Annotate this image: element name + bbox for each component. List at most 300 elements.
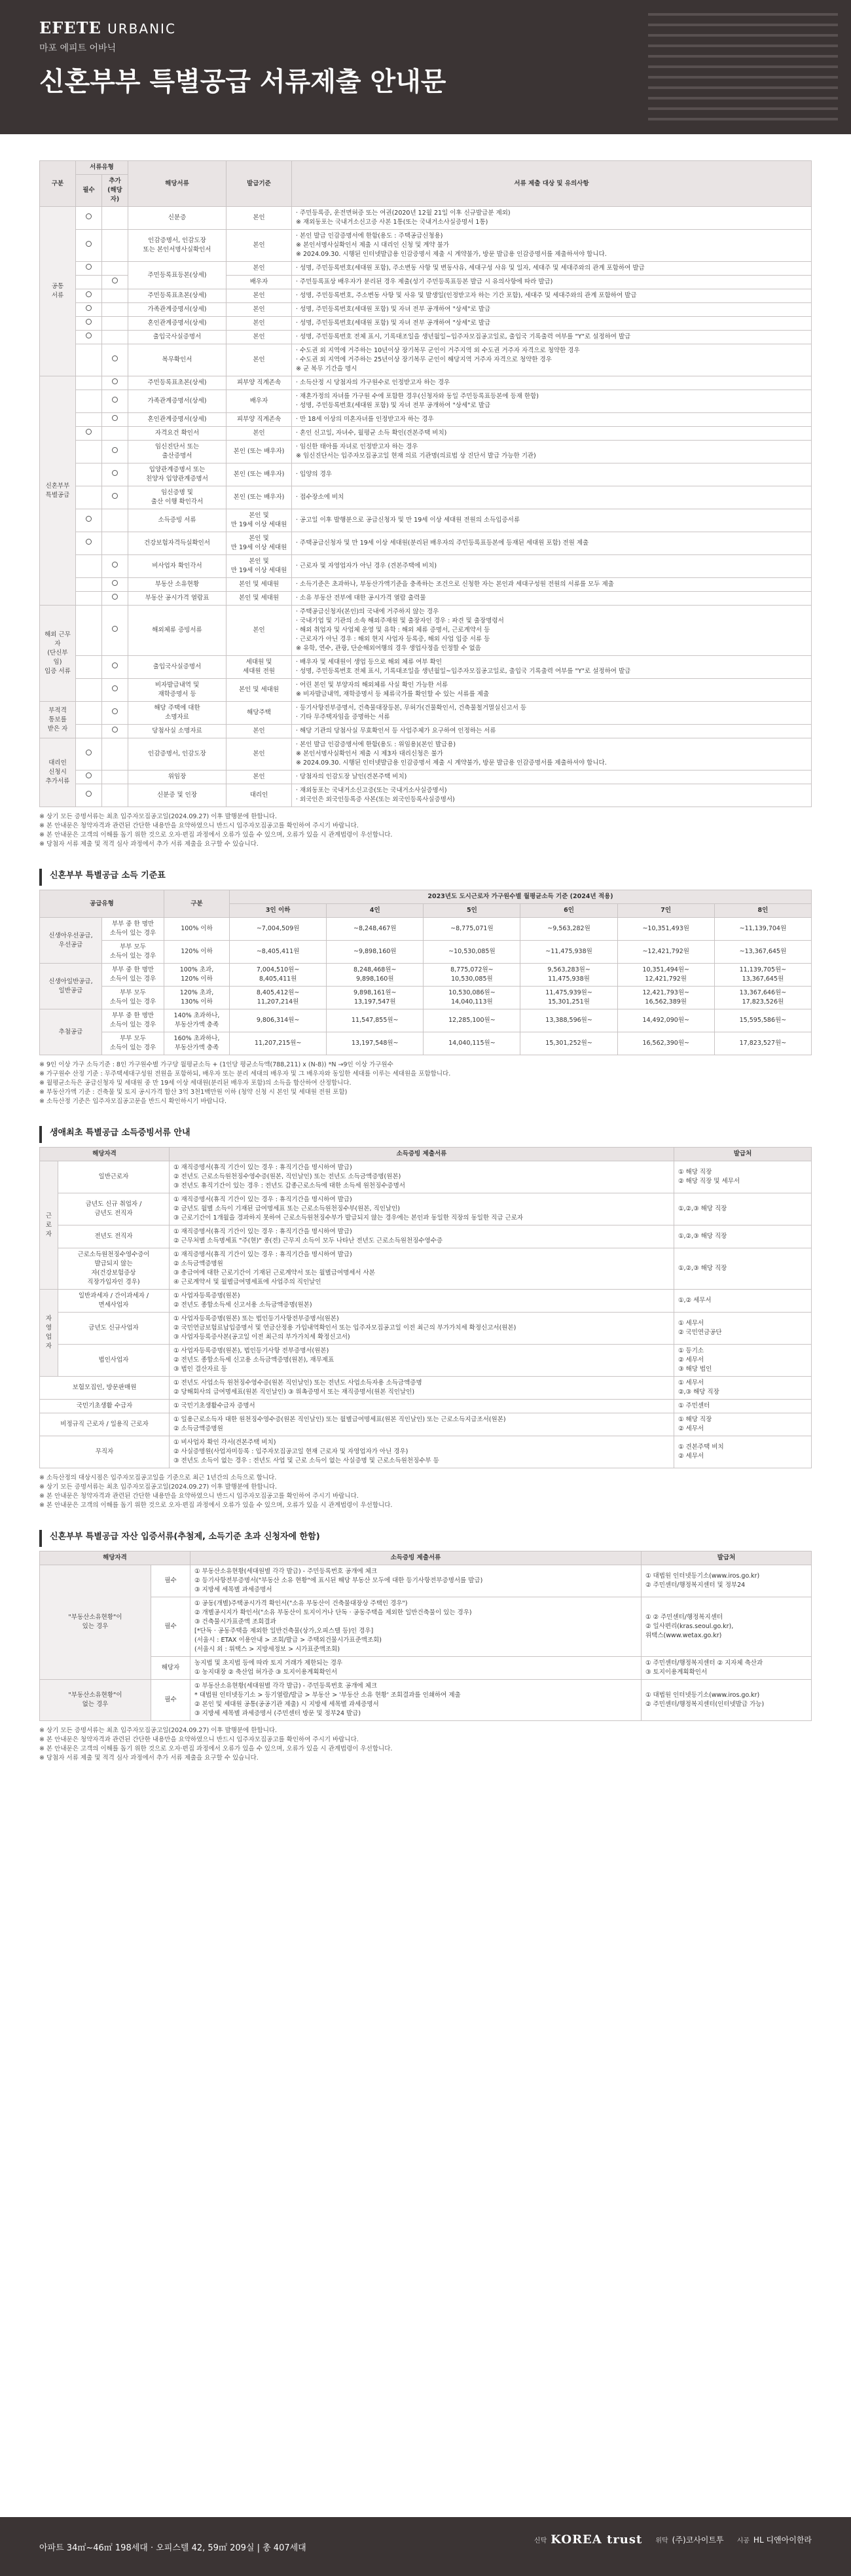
proof-notes bbox=[39, 1474, 812, 1510]
additional-circle-icon bbox=[112, 580, 118, 586]
additional-cell bbox=[102, 303, 128, 317]
proof-qualification: 금년도 신규 취업자 / 금년도 전직자 bbox=[58, 1193, 170, 1225]
docs-group-proxy: 대리인 신청시 추가서류 bbox=[40, 738, 76, 807]
th-household-0: 3인 이하 bbox=[230, 904, 327, 918]
income-sub: 부부 중 한 명만 소득이 있는 경우 bbox=[102, 1009, 164, 1032]
doc-issuer: 본인 (또는 배우자) bbox=[226, 441, 292, 463]
required-circle-icon bbox=[86, 429, 92, 435]
income-value: 10,530,086원~ 14,040,113원 bbox=[424, 987, 520, 1009]
income-table bbox=[39, 890, 812, 1055]
income-value: ~9,563,282원 bbox=[520, 918, 617, 941]
additional-circle-icon bbox=[112, 470, 118, 476]
doc-note: · 재혼가정의 자녀를 가구원 수에 포함한 경우(신청자와 동일 주민등록표등본에 등재 한함) · 성명, 주민등록번호(세대원 포함) 및 자녀 전부 공개하여 "상세"로 발급 bbox=[292, 390, 812, 413]
additional-cell bbox=[102, 555, 128, 578]
doc-name: 부동산 공시가격 열람표 bbox=[128, 592, 226, 606]
required-circle-icon bbox=[86, 291, 92, 297]
proof-qualification: 무직자 bbox=[40, 1436, 170, 1468]
required-cell bbox=[76, 262, 102, 276]
doc-note: · 주택공급신청자(본인)의 국내에 거주하지 않는 경우 · 국내기업 및 기관의 소속 해외주재원 및 출장자인 경우 : 파견 및 출장명령서 · 해외 취업자 및 사업체 운영 및 유학 : 해외 체류 증명서, 근로계약서 등 · 근로자가 아닌 경우 : 해외 현지 사업자 등록증, 해외 사업 입증 서류 등 ※ 유학, 연수, 관광, 단순해외여행의 경우 생업사정을 인정할 수 없음 bbox=[292, 606, 812, 656]
proof-issuer: ① 세무서 ② 국민연금공단 bbox=[674, 1313, 812, 1345]
doc-name: 혼인관계증명서(상세) bbox=[128, 413, 226, 427]
additional-cell bbox=[102, 578, 128, 592]
doc-issuer: 본인 bbox=[226, 738, 292, 771]
doc-note: · 수도권 외 지역에 거주하는 10년이상 장기복무 군인이 거주지역 외 수도권 거주자 자격으로 청약한 경우 · 수도권 외 지역에 거주하는 25년이상 장기복무 군인이 해당지역 거주자 자격으로 청약한 경우 ※ 군 복무 기간을 명시 bbox=[292, 344, 812, 376]
asset-issuer: ① ② 주민센터/행정복지센터 ② 일사편리(kras.seoul.go.kr), 위택스(www.wetax.go.kr) bbox=[642, 1597, 812, 1657]
th-required: 필수 bbox=[76, 175, 102, 207]
doc-name: 비사업자 확인각서 bbox=[128, 555, 226, 578]
income-group: 신생아일반공급, 일반공급 bbox=[40, 964, 102, 1009]
additional-cell bbox=[102, 413, 128, 427]
required-cell bbox=[76, 207, 102, 230]
doc-issuer: 본인 bbox=[226, 331, 292, 344]
doc-name: 가족관계증명서(상세) bbox=[128, 303, 226, 317]
proof-row bbox=[40, 1193, 812, 1225]
asset-group-none: "부동산소유현황"이 없는 경우 bbox=[40, 1680, 151, 1721]
additional-circle-icon bbox=[112, 378, 118, 384]
doc-name: 주민등록표초본(상세) bbox=[128, 376, 226, 390]
builder-name: HL 디앤아이한라 bbox=[753, 2535, 812, 2545]
income-pct: 140% 초과하나, 부동산가액 충족 bbox=[164, 1009, 230, 1032]
docs-section bbox=[39, 160, 812, 849]
asset-docs: 농지법 및 초지법 등에 따라 토지 거래가 제한되는 경우 ① 농지대장 ② 축산업 허가증 ③ 토지이용계획확인서 bbox=[190, 1657, 642, 1680]
th-household-4: 7인 bbox=[617, 904, 714, 918]
doc-note: · 만 18세 이상의 미혼자녀를 인정받고자 하는 경우 bbox=[292, 413, 812, 427]
income-value: 8,775,072원~ 10,530,085원 bbox=[424, 964, 520, 987]
required-circle-icon bbox=[86, 319, 92, 325]
doc-name: 해당 주택에 대한 소명자료 bbox=[128, 702, 226, 725]
proof-qualification: 전년도 전직자 bbox=[58, 1225, 170, 1248]
proof-table bbox=[39, 1147, 812, 1468]
doc-note: · 주민등록표상 배우자가 분리된 경우 제출(성기 주민등록표등본 발급 시 유의사항에 따라 발급) bbox=[292, 276, 812, 289]
additional-cell bbox=[102, 289, 128, 303]
asset-row bbox=[40, 1565, 812, 1597]
brand-sub: URBANIC bbox=[107, 21, 176, 37]
agent-logo bbox=[655, 2534, 723, 2545]
additional-cell bbox=[102, 738, 128, 771]
income-value: 16,562,390원~ bbox=[617, 1032, 714, 1055]
proof-docs: ① 사업자등록증명(원본), 법인등기사항 전부증명서(원본) ② 전년도 종합소득세 신고용 소득금액증명(원본), 재무제표 ③ 법인 결산자료 등 bbox=[170, 1345, 674, 1377]
income-row bbox=[40, 987, 812, 1009]
required-cell bbox=[76, 771, 102, 784]
income-note-line: ※ 소득산정 기준은 입주자모집공고문을 반드시 확인하시기 바랍니다. bbox=[39, 1098, 227, 1105]
required-cell bbox=[76, 606, 102, 656]
doc-name: 위임장 bbox=[128, 771, 226, 784]
th-category: 구분 bbox=[40, 161, 76, 207]
brand-main: EFETE bbox=[39, 18, 101, 37]
proof-group-worker: 근 로 자 bbox=[40, 1161, 58, 1290]
income-value: 12,285,100원~ bbox=[424, 1009, 520, 1032]
proof-docs: ① 사업자등록증명(원본) 또는 법인등기사항전부증명서(원본) ② 국민연금보험료납입증명서 및 연금산정용 가입내역확인서 또는 입주자모집공고일 이전 최근의 부가가치세 확정신고서(원본) ③ 사업자등록증사본(공고일 이전 최근의 부가가치세 확정신고서) bbox=[170, 1313, 674, 1345]
additional-cell bbox=[102, 509, 128, 532]
proof-issuer: ① 세무서 ②,③ 해당 직장 bbox=[674, 1377, 812, 1400]
docs-row bbox=[40, 331, 812, 344]
additional-circle-icon bbox=[112, 708, 118, 714]
additional-circle-icon bbox=[112, 397, 118, 403]
required-circle-icon bbox=[86, 264, 92, 270]
income-value: 15,301,252원~ bbox=[520, 1032, 617, 1055]
doc-note: · 해당 기관의 당첨사실 무효확인서 등 사업주체가 요구하여 인정하는 서류 bbox=[292, 725, 812, 738]
builder-logo bbox=[737, 2534, 812, 2545]
docs-row bbox=[40, 725, 812, 738]
doc-issuer: 본인 bbox=[226, 262, 292, 276]
docs-row bbox=[40, 317, 812, 331]
doc-note: · 공고일 이후 발행분으로 공급신청자 및 만 19세 이상 세대원 전원의 소득입증서류 bbox=[292, 509, 812, 532]
additional-cell bbox=[102, 230, 128, 262]
docs-row bbox=[40, 376, 812, 390]
income-pct: 100% 초과, 120% 이하 bbox=[164, 964, 230, 987]
required-circle-icon bbox=[86, 213, 92, 219]
additional-cell bbox=[102, 532, 128, 555]
docs-row bbox=[40, 679, 812, 702]
footer-info: 아파트 34㎡~46㎡ 198세대 · 오피스텔 42, 59㎡ 209실 | 총 407세대 bbox=[39, 2543, 306, 2553]
docs-row bbox=[40, 344, 812, 376]
income-row bbox=[40, 1009, 812, 1032]
doc-issuer: 본인 bbox=[226, 303, 292, 317]
doc-note: · 소득산정 시 당첨자의 가구원수로 인정받고자 하는 경우 bbox=[292, 376, 812, 390]
hero-header bbox=[0, 0, 851, 134]
income-value: 10,351,494원~ 12,421,792원 bbox=[617, 964, 714, 987]
proof-docs: ① 재직증명서(휴직 기간이 있는 경우 : 휴직기간을 명시하여 발급) ② 금년도 월별 소득이 기재된 급여명세표 또는 근로소득원천징수부(원본, 직인날인) ③ 근로기간이 1개월을 경과하지 못하여 근로소득원천징수부가 발급되지 않는 경우에는 본인과 동일한 직장의 동일한 직급 근로자 bbox=[170, 1193, 674, 1225]
required-cell bbox=[76, 532, 102, 555]
proof-row bbox=[40, 1161, 812, 1193]
additional-cell bbox=[102, 771, 128, 784]
additional-circle-icon bbox=[112, 626, 118, 632]
th-issuer: 발급기준 bbox=[226, 161, 292, 207]
doc-issuer: 본인 (또는 배우자) bbox=[226, 463, 292, 486]
proof-docs: ① 재직증명서(휴직 기간이 있는 경우 : 휴직기간을 명시하여 발급) ② 근무처별 소득명세표 "주(현)" 종(전) 근무지 소득이 모두 나타난 전년도 근로소득원천징수영수증 bbox=[170, 1225, 674, 1248]
income-value: ~8,405,411원 bbox=[230, 941, 327, 964]
additional-cell bbox=[102, 376, 128, 390]
doc-issuer: 본인 bbox=[226, 317, 292, 331]
additional-circle-icon bbox=[112, 355, 118, 361]
docs-group-newlywed: 신혼부부 특별공급 bbox=[40, 376, 76, 606]
proof-qualification: 일반근로자 bbox=[58, 1161, 170, 1193]
doc-issuer: 대리인 bbox=[226, 784, 292, 807]
footer-logos bbox=[534, 2533, 812, 2547]
proof-issuer: ① 등기소 ② 세무서 ③ 해당 법인 bbox=[674, 1345, 812, 1377]
doc-name: 가족관계증명서(상세) bbox=[128, 390, 226, 413]
asset-note-line: ※ 당첨자 서류 제출 및 적격 심사 과정에서 추가 서류 제출을 요구할 수 있습니다. bbox=[39, 1754, 259, 1762]
required-cell bbox=[76, 555, 102, 578]
doc-name: 건강보험자격득실확인서 bbox=[128, 532, 226, 555]
income-pct: 120% 초과, 130% 이하 bbox=[164, 987, 230, 1009]
doc-issuer: 본인 bbox=[226, 230, 292, 262]
docs-group-unregistered: 부적격 통보를 받은 자 bbox=[40, 702, 76, 738]
required-circle-icon bbox=[86, 750, 92, 755]
asset-issuer: ① 주민센터/행정복지센터 ② 지자체 축산과 ③ 토지이용계획확인서 bbox=[642, 1657, 812, 1680]
docs-table bbox=[39, 160, 812, 807]
th-asset-docs: 소득증빙 제출서류 bbox=[190, 1551, 642, 1565]
additional-cell bbox=[102, 702, 128, 725]
doc-name: 부동산 소유현황 bbox=[128, 578, 226, 592]
docs-row bbox=[40, 606, 812, 656]
docs-row bbox=[40, 441, 812, 463]
doc-note: · 재외동포는 국내거소신고증(또는 국내거소사실증명서) · 외국인은 외국인등록증 사본(또는 외국인등록사실증명서) bbox=[292, 784, 812, 807]
doc-name: 해외체류 증빙서류 bbox=[128, 606, 226, 656]
doc-note: · 성명, 주민등록번호, 주소변동 사항 및 사유 및 발생일(인정받고자 하는 기간 포함), 세대주 및 세대주와의 관계 포함하여 발급 bbox=[292, 289, 812, 303]
income-value: 11,547,855원~ bbox=[327, 1009, 424, 1032]
additional-cell bbox=[102, 784, 128, 807]
required-cell bbox=[76, 784, 102, 807]
doc-note: · 소유 부동산 전부에 대한 공시가격 열람 출력물 bbox=[292, 592, 812, 606]
proof-note-line: ※ 본 안내문은 고객의 이해를 돕기 위한 것으로 오자·편집 과정에서 오류가 있을 수 있으며, 오류가 있을 시 관계법령이 우선합니다. bbox=[39, 1502, 393, 1509]
proof-qualification: 보험모집인, 방문판매원 bbox=[40, 1377, 170, 1400]
required-cell bbox=[76, 463, 102, 486]
asset-type: 필수 bbox=[151, 1680, 190, 1721]
docs-row bbox=[40, 303, 812, 317]
income-value: 13,388,596원~ bbox=[520, 1009, 617, 1032]
proof-issuer: ①,②,③ 해당 직장 bbox=[674, 1248, 812, 1290]
proof-docs: ① 비사업자 확인 각서(견본주택 비치) ② 사실증명원(사업자미등록 : 입주자모집공고일 현재 근로자 및 자영업자가 아닌 경우) ③ 전년도 소득이 없는 경우 : 전년도 사업 및 근로 소득이 없는 사실증명 및 근로소득원천징수부 등 bbox=[170, 1436, 674, 1468]
doc-name: 인감증명서, 인감도장 bbox=[128, 738, 226, 771]
agent-name: (주)코사이트투 bbox=[672, 2535, 724, 2545]
th-doc-name: 해당서류 bbox=[128, 161, 226, 207]
th-additional: 추가 (해당자) bbox=[102, 175, 128, 207]
doc-issuer: 본인 (또는 배우자) bbox=[226, 486, 292, 509]
doc-note: · 접수장소에 비치 bbox=[292, 486, 812, 509]
income-sub: 부부 모두 소득이 있는 경우 bbox=[102, 941, 164, 964]
docs-row bbox=[40, 413, 812, 427]
required-cell bbox=[76, 486, 102, 509]
th-proof-issuer: 발급처 bbox=[674, 1148, 812, 1161]
required-cell bbox=[76, 317, 102, 331]
income-value: 12,421,793원~ 16,562,389원 bbox=[617, 987, 714, 1009]
additional-cell bbox=[102, 344, 128, 376]
additional-cell bbox=[102, 463, 128, 486]
additional-cell bbox=[102, 606, 128, 656]
income-note-line: ※ 월평균소득은 공급신청자 및 세대원 중 만 19세 이상 세대원(분리된 배우자 포함)의 소득을 합산하여 산정합니다. bbox=[39, 1079, 352, 1087]
proof-title: 생애최초 특별공급 소득증빙서류 안내 bbox=[39, 1126, 812, 1143]
doc-issuer: 본인 bbox=[226, 771, 292, 784]
doc-note: · 성명, 주민등록번호(세대원 포함) 및 자녀 전부 공개하여 "상세"로 발급 bbox=[292, 317, 812, 331]
income-value: 7,004,510원~ 8,405,411원 bbox=[230, 964, 327, 987]
trust-name: KOREA trust bbox=[551, 2533, 643, 2547]
income-value: 14,492,090원~ bbox=[617, 1009, 714, 1032]
required-circle-icon bbox=[86, 772, 92, 778]
th-household-1: 4인 bbox=[327, 904, 424, 918]
doc-issuer: 본인 bbox=[226, 725, 292, 738]
doc-note: · 성명, 주민등록번호 전체 표시, 기록대조일을 생년월일~입주자모집공고일로, 출입국 기록출력 여부를 "Y"로 설정하여 발급 bbox=[292, 331, 812, 344]
required-circle-icon bbox=[86, 791, 92, 797]
docs-row bbox=[40, 230, 812, 262]
doc-issuer: 본인 및 세대원 bbox=[226, 592, 292, 606]
additional-cell bbox=[102, 486, 128, 509]
proof-issuer: ①,② 세무서 bbox=[674, 1290, 812, 1313]
asset-note-line: ※ 본 안내문은 청약자격과 관련된 간단한 내용만을 요약하였으니 반드시 입주자모집공고를 확인하여 주시기 바랍니다. bbox=[39, 1736, 359, 1743]
th-household-5: 8인 bbox=[714, 904, 811, 918]
proof-qualification: 국민기초생활 수급자 bbox=[40, 1400, 170, 1413]
required-cell bbox=[76, 413, 102, 427]
th-asset-qualification: 해당자격 bbox=[40, 1551, 190, 1565]
asset-docs: ① 공동(개별)주택공시가격 확인서("소유 부동산이 건축물대장상 주택인 경우") ② 개별공시지가 확인서("소유 부동산이 토지이거나 단독 · 공동주택을 제외한 일반건축물이 있는 경우) ③ 건축물시가표준액 조회결과 [*단독 · 공동주택을 제외한 일반건축물(상가,오피스텔 등)인 경우] (서울시 : ETAX 이용안내 > 조회/발급 > 주택외건물시가표준액조회) (서울시 외 : 위택스 > 지방세정보 > 시가표준액조회) bbox=[190, 1597, 642, 1657]
doc-issuer: 배우자 bbox=[226, 276, 292, 289]
docs-row bbox=[40, 771, 812, 784]
docs-row bbox=[40, 784, 812, 807]
docs-row bbox=[40, 592, 812, 606]
required-cell bbox=[76, 303, 102, 317]
proof-section bbox=[39, 1126, 812, 1510]
asset-row bbox=[40, 1680, 812, 1721]
proof-qualification: 법인사업자 bbox=[58, 1345, 170, 1377]
proof-docs: ① 전년도 사업소득 원천징수영수증(원본 직인날인) 또는 전년도 사업소득자용 소득금액증명 ② 당해회사의 급여명세표(원본 직인날인) ③ 위촉증명서 또는 재직증명서(원본 직인날인) bbox=[170, 1377, 674, 1400]
required-cell bbox=[76, 390, 102, 413]
docs-row bbox=[40, 289, 812, 303]
additional-circle-icon bbox=[112, 685, 118, 691]
required-cell bbox=[76, 509, 102, 532]
th-qualification: 해당자격 bbox=[40, 1148, 170, 1161]
asset-docs: ① 부동산소유현황(세대원별 각각 발급) - 주민등록번호 공개에 체크 ② 등기사항전부증명서("부동산 소유 현황"에 표시된 해당 부동산 모두에 대한 등기사항전부증명서를 발급) ③ 지방세 세목별 과세증명서 bbox=[190, 1565, 642, 1597]
doc-issuer: 본인 bbox=[226, 606, 292, 656]
asset-table bbox=[39, 1551, 812, 1721]
income-value: 15,595,586원~ bbox=[714, 1009, 811, 1032]
doc-issuer: 본인 및 만 19세 이상 세대원 bbox=[226, 555, 292, 578]
income-sub: 부부 모두 소득이 있는 경우 bbox=[102, 1032, 164, 1055]
additional-cell bbox=[102, 262, 128, 276]
asset-group-has: "부동산소유현황"이 있는 경우 bbox=[40, 1565, 151, 1680]
doc-issuer: 피부양 직계존속 bbox=[226, 376, 292, 390]
income-value: ~11,475,938원 bbox=[520, 941, 617, 964]
doc-note: · 당첨자의 인감도장 날인(견본주택 비치) bbox=[292, 771, 812, 784]
proof-note-line: ※ 본 안내문은 청약자격과 관련된 간단한 내용만을 요약하였으니 반드시 입주자모집공고를 확인하여 주시기 바랍니다. bbox=[39, 1493, 359, 1500]
proof-row bbox=[40, 1225, 812, 1248]
doc-issuer: 본인 bbox=[226, 344, 292, 376]
doc-issuer: 본인 및 세대원 bbox=[226, 679, 292, 702]
income-value: ~13,367,645원 bbox=[714, 941, 811, 964]
doc-note: · 어린 본인 및 부양자의 해외체류 사실 확인 가능한 서류 ※ 비자발급내역, 재학증명서 등 체류국가를 확인할 수 있는 서류를 제출 bbox=[292, 679, 812, 702]
additional-circle-icon bbox=[112, 562, 118, 568]
asset-issuer: ① 대법원 인터넷등기소(www.iros.go.kr) ② 주민센터/행정복지센터(인터넷발급 가능) bbox=[642, 1680, 812, 1721]
required-circle-icon bbox=[86, 333, 92, 338]
docs-row bbox=[40, 463, 812, 486]
required-cell bbox=[76, 376, 102, 390]
doc-note: · 등기사항전부증명서, 건축물대장등본, 무허가(건물확인서, 건축물철거멸실신고서 등 · 기타 무주택자임을 증명하는 서류 bbox=[292, 702, 812, 725]
additional-circle-icon bbox=[112, 447, 118, 453]
proof-issuer: ①,②,③ 해당 직장 bbox=[674, 1225, 812, 1248]
doc-issuer: 본인 및 만 19세 이상 세대원 bbox=[226, 509, 292, 532]
income-value: 8,248,468원~ 9,898,160원 bbox=[327, 964, 424, 987]
asset-row bbox=[40, 1597, 812, 1657]
income-section bbox=[39, 869, 812, 1106]
docs-row bbox=[40, 509, 812, 532]
doc-note: · 주택공급신청자 및 만 19세 이상 세대원(분리된 배우자의 주민등록표등본에 등재된 세대원 포함) 전원 제출 bbox=[292, 532, 812, 555]
additional-cell bbox=[102, 441, 128, 463]
income-value: ~8,248,467원 bbox=[327, 918, 424, 941]
doc-name: 입양관계증명서 또는 친양자 입양관계증명서 bbox=[128, 463, 226, 486]
proof-docs: ① 사업자등록증명(원본) ② 전년도 종합소득세 신고서용 소득금액증명(원본) bbox=[170, 1290, 674, 1313]
income-value: ~9,898,160원 bbox=[327, 941, 424, 964]
doc-name: 출입국사실증명서 bbox=[128, 331, 226, 344]
doc-name: 임신진단서 또는 출산증명서 bbox=[128, 441, 226, 463]
trust-logo bbox=[534, 2533, 642, 2547]
income-pct: 120% 이하 bbox=[164, 941, 230, 964]
asset-section bbox=[39, 1530, 812, 1763]
income-note-line: ※ 9인 이상 가구 소득기준 : 8인 가구원수별 가구당 월평균소득 + (1인당 평균소득액(788,211) x (N-8)) *N →9인 이상 가구원수 bbox=[39, 1061, 393, 1068]
income-note-line: ※ 가구원수 산정 기준 : 무주택세대구성원 전원을 포함하되, 배우자 또는 분리 세대의 배우자 및 그 배우자와 동일한 세대를 이루는 세대원을 포함합니다. bbox=[39, 1070, 451, 1078]
income-value: ~7,004,509원 bbox=[230, 918, 327, 941]
required-cell bbox=[76, 230, 102, 262]
proof-issuer: ① 주민센터 bbox=[674, 1400, 812, 1413]
proof-issuer: ① 해당 직장 ② 세무서 bbox=[674, 1413, 812, 1436]
asset-issuer: ① 대법원 인터넷등기소(www.iros.go.kr) ② 주민센터/행정복지센터 및 정부24 bbox=[642, 1565, 812, 1597]
docs-row bbox=[40, 555, 812, 578]
additional-circle-icon bbox=[112, 415, 118, 421]
proof-note-line: ※ 소득산정의 대상시점은 입주자모집공고일을 기준으로 최근 1년간의 소득으로 합니다. bbox=[39, 1474, 277, 1481]
doc-note: · 주민등록증, 운전면허증 또는 여권(2020년 12월 21일 이후 신규발급분 제외) ※ 재외동포는 국내거소신고증 사본 1통(또는 국내거소사실증명서 1통) bbox=[292, 207, 812, 230]
required-circle-icon bbox=[86, 516, 92, 522]
proof-qualification: 일반과세자 / 간이과세자 / 면세사업자 bbox=[58, 1290, 170, 1313]
docs-note-line: ※ 본 안내문은 고객의 이해를 돕기 위한 것으로 오자·편집 과정에서 오류가 있을 수 있으며, 오류가 있을 시 관계법령이 우선합니다. bbox=[39, 831, 393, 839]
income-value: 11,139,705원~ 13,367,645원 bbox=[714, 964, 811, 987]
docs-row bbox=[40, 738, 812, 771]
income-group: 신생아우선공급, 우선공급 bbox=[40, 918, 102, 964]
doc-issuer: 배우자 bbox=[226, 390, 292, 413]
doc-name: 비자발급내역 및 재학증명서 등 bbox=[128, 679, 226, 702]
proof-issuer: ① 견본주택 비치 ② 세무서 bbox=[674, 1436, 812, 1468]
page-title: 신혼부부 특별공급 서류제출 안내문 bbox=[39, 67, 446, 97]
income-value: 9,563,283원~ 11,475,938원 bbox=[520, 964, 617, 987]
asset-note-line: ※ 본 안내문은 고객의 이해를 돕기 위한 것으로 오자·편집 과정에서 오류가 있을 수 있으며, 오류가 있을 시 관계법령이 우선합니다. bbox=[39, 1745, 393, 1752]
income-row bbox=[40, 941, 812, 964]
doc-note: · 혼인 신고일, 자녀수, 월평균 소득 확인(견본주택 비치) bbox=[292, 427, 812, 441]
additional-cell bbox=[102, 592, 128, 606]
th-income-category: 구분 bbox=[164, 890, 230, 918]
asset-notes bbox=[39, 1726, 812, 1763]
additional-circle-icon bbox=[112, 493, 118, 499]
footer bbox=[0, 2517, 851, 2576]
doc-name: 소득증빙 서류 bbox=[128, 509, 226, 532]
asset-type: 필수 bbox=[151, 1565, 190, 1597]
additional-cell bbox=[102, 331, 128, 344]
required-cell bbox=[76, 344, 102, 376]
income-row bbox=[40, 1032, 812, 1055]
additional-cell bbox=[102, 427, 128, 441]
required-cell bbox=[76, 656, 102, 679]
required-circle-icon bbox=[86, 539, 92, 545]
doc-name: 신분증 및 인장 bbox=[128, 784, 226, 807]
docs-row bbox=[40, 486, 812, 509]
doc-note: · 임신한 태아를 자녀로 인정받고자 하는 경우 ※ 임신진단서는 입주자모집공고일 현재 의료 기관명(의료법 상 진단서 발급 가능한 기관) bbox=[292, 441, 812, 463]
income-title: 신혼부부 특별공급 소득 기준표 bbox=[39, 869, 812, 886]
docs-row bbox=[40, 532, 812, 555]
th-doc-type: 서류유형 bbox=[76, 161, 128, 175]
doc-note: · 입양의 경우 bbox=[292, 463, 812, 486]
income-value: 9,898,161원~ 13,197,547원 bbox=[327, 987, 424, 1009]
docs-note-line: ※ 상기 모든 증명서류는 최초 입주자모집공고일(2024.09.27) 이후 발행분에 한합니다. bbox=[39, 813, 278, 820]
docs-row bbox=[40, 578, 812, 592]
th-asset-issuer: 발급처 bbox=[642, 1551, 812, 1565]
proof-issuer: ① 해당 직장 ② 해당 직장 및 세무서 bbox=[674, 1161, 812, 1193]
doc-name: 당첨사실 소명자료 bbox=[128, 725, 226, 738]
th-household-3: 6인 bbox=[520, 904, 617, 918]
doc-note: · 배우자 및 세대원이 생업 등으로 해외 체류 여부 확인 · 성명, 주민등록번호 전체 표시, 기록대조일을 생년월일~입주자모집공고일로, 출입국 기록출력 여부를 "Y"로 설정하여 발급 bbox=[292, 656, 812, 679]
doc-issuer: 피부양 직계존속 bbox=[226, 413, 292, 427]
asset-docs: ① 부동산소유현황(세대원별 각각 발급) - 주민등록번호 공개에 체크 * 대법원 인터넷등기소 > 등기열람/발급 > 부동산 > '부동산 소유 현황' 조회결과를 인쇄하여 제출 ② 본인 및 세대원 공통(공공기관 제출) 시 지방세 세목별 과세증명서 ③ 지방세 세목별 과세증명서 (주민센터 방문 및 정부24 발급) bbox=[190, 1680, 642, 1721]
required-cell bbox=[76, 738, 102, 771]
asset-row bbox=[40, 1657, 812, 1680]
income-value: ~12,421,792원 bbox=[617, 941, 714, 964]
builder-label: 시공 bbox=[736, 2537, 750, 2545]
docs-row bbox=[40, 702, 812, 725]
header-decoration bbox=[635, 0, 851, 134]
asset-type: 필수 bbox=[151, 1597, 190, 1657]
income-value: 9,806,314원~ bbox=[230, 1009, 327, 1032]
docs-group-overseas: 해외 근무자 (단신부임) 입증 서류 bbox=[40, 606, 76, 702]
required-cell bbox=[76, 276, 102, 289]
income-value: 13,367,646원~ 17,823,526원 bbox=[714, 987, 811, 1009]
docs-row bbox=[40, 656, 812, 679]
additional-cell bbox=[102, 679, 128, 702]
required-cell bbox=[76, 289, 102, 303]
